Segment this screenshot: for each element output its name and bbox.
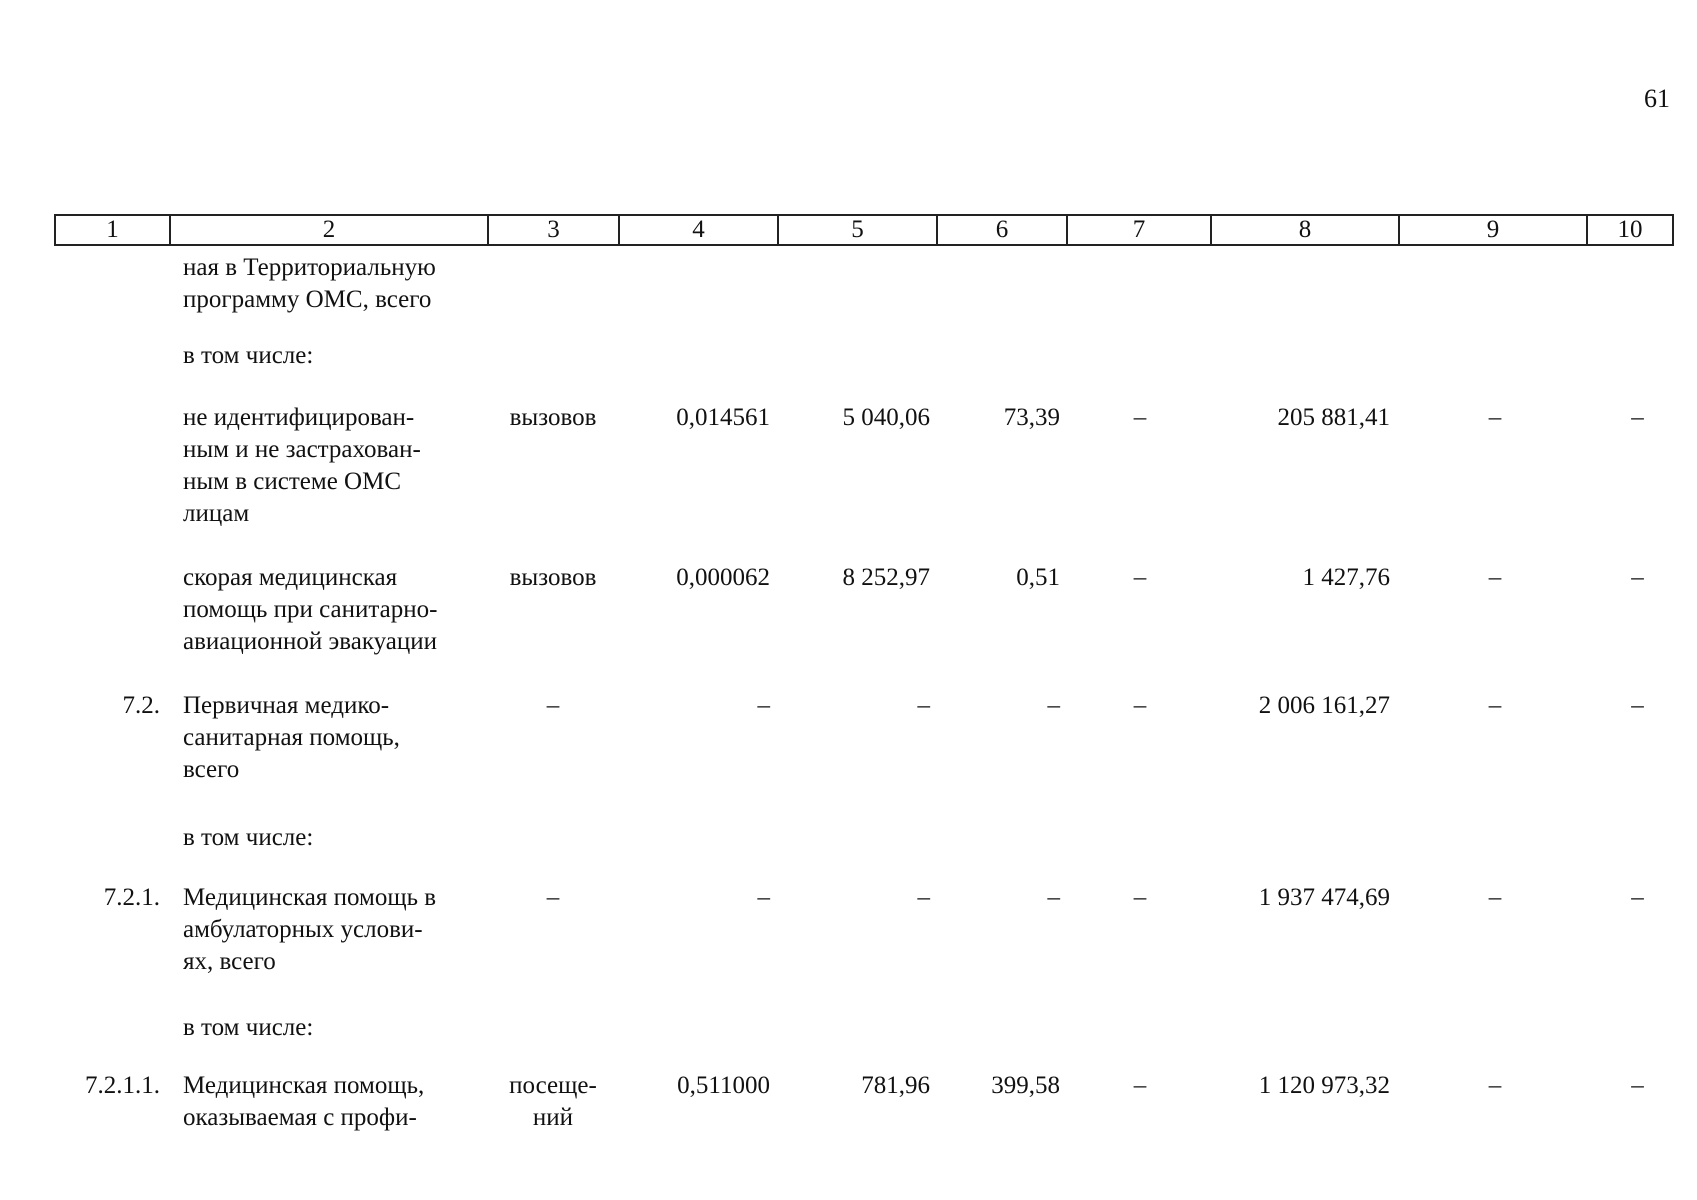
- volume-cell: –: [757, 692, 770, 719]
- header-cell-6: 6: [936, 214, 1068, 246]
- unit-cell: вызовов: [509, 564, 597, 591]
- column10-cell: –: [1631, 404, 1644, 431]
- header-cell-10: 10: [1586, 214, 1674, 246]
- per-capita-cell: 399,58: [991, 1072, 1060, 1099]
- column10-cell: –: [1631, 1072, 1644, 1099]
- column7-cell: –: [1133, 404, 1147, 431]
- unit-cell: –: [546, 884, 560, 911]
- total-cell: 1 937 474,69: [1258, 884, 1390, 911]
- column10-cell: –: [1631, 884, 1644, 911]
- header-cell-7: 7: [1066, 214, 1212, 246]
- column7-cell: –: [1133, 1072, 1147, 1099]
- header-cell-9: 9: [1398, 214, 1588, 246]
- code-cell: 7.2.1.1.: [85, 1072, 160, 1099]
- column9-cell: –: [1488, 564, 1502, 591]
- name-cell: Медицинская помощь, оказываемая с профи-: [183, 1072, 425, 1131]
- header-cell-5: 5: [777, 214, 938, 246]
- column9-cell: –: [1488, 884, 1502, 911]
- unit-cell: вызовов: [509, 404, 597, 431]
- header-cell-2: 2: [169, 214, 489, 246]
- column10-cell: –: [1631, 564, 1644, 591]
- name-cell: в том числе:: [183, 342, 314, 369]
- header-cell-1: 1: [54, 214, 171, 246]
- name-cell: ная в Территориальную программу ОМС, всего: [183, 254, 436, 313]
- code-cell: 7.2.1.: [103, 884, 160, 911]
- cost-cell: 8 252,97: [842, 564, 930, 591]
- per-capita-cell: –: [1047, 692, 1060, 719]
- column7-cell: –: [1133, 564, 1147, 591]
- column9-cell: –: [1488, 692, 1502, 719]
- volume-cell: –: [757, 884, 770, 911]
- column9-cell: –: [1488, 404, 1502, 431]
- volume-cell: 0,511000: [677, 1072, 770, 1099]
- per-capita-cell: –: [1047, 884, 1060, 911]
- column7-cell: –: [1133, 692, 1147, 719]
- cost-cell: –: [917, 884, 930, 911]
- header-cell-8: 8: [1210, 214, 1400, 246]
- header-cell-4: 4: [618, 214, 779, 246]
- header-cell-3: 3: [487, 214, 620, 246]
- name-cell: в том числе:: [183, 1014, 314, 1041]
- name-cell: скорая медицинская помощь при санитарно- авиационной эвакуации: [183, 564, 438, 655]
- cost-cell: –: [917, 692, 930, 719]
- per-capita-cell: 73,39: [1003, 404, 1060, 431]
- column9-cell: –: [1488, 1072, 1502, 1099]
- unit-cell: –: [546, 692, 560, 719]
- page-number: 61: [1644, 84, 1670, 113]
- column10-cell: –: [1631, 692, 1644, 719]
- name-cell: в том числе:: [183, 824, 314, 851]
- total-cell: 1 427,76: [1302, 564, 1390, 591]
- cost-cell: 781,96: [861, 1072, 930, 1099]
- total-cell: 205 881,41: [1277, 404, 1390, 431]
- unit-cell: посеще- ний: [509, 1072, 597, 1131]
- cost-cell: 5 040,06: [842, 404, 930, 431]
- volume-cell: 0,000062: [676, 564, 770, 591]
- per-capita-cell: 0,51: [1016, 564, 1060, 591]
- name-cell: Первичная медико- санитарная помощь, всего: [183, 692, 400, 783]
- code-cell: 7.2.: [122, 692, 160, 719]
- total-cell: 1 120 973,32: [1258, 1072, 1390, 1099]
- volume-cell: 0,014561: [676, 404, 770, 431]
- name-cell: не идентифицирован- ным и не застрахован- ным в системе ОМС лицам: [183, 404, 421, 527]
- column7-cell: –: [1133, 884, 1147, 911]
- name-cell: Медицинская помощь в амбулаторных услови- ях, всего: [183, 884, 437, 975]
- total-cell: 2 006 161,27: [1258, 692, 1390, 719]
